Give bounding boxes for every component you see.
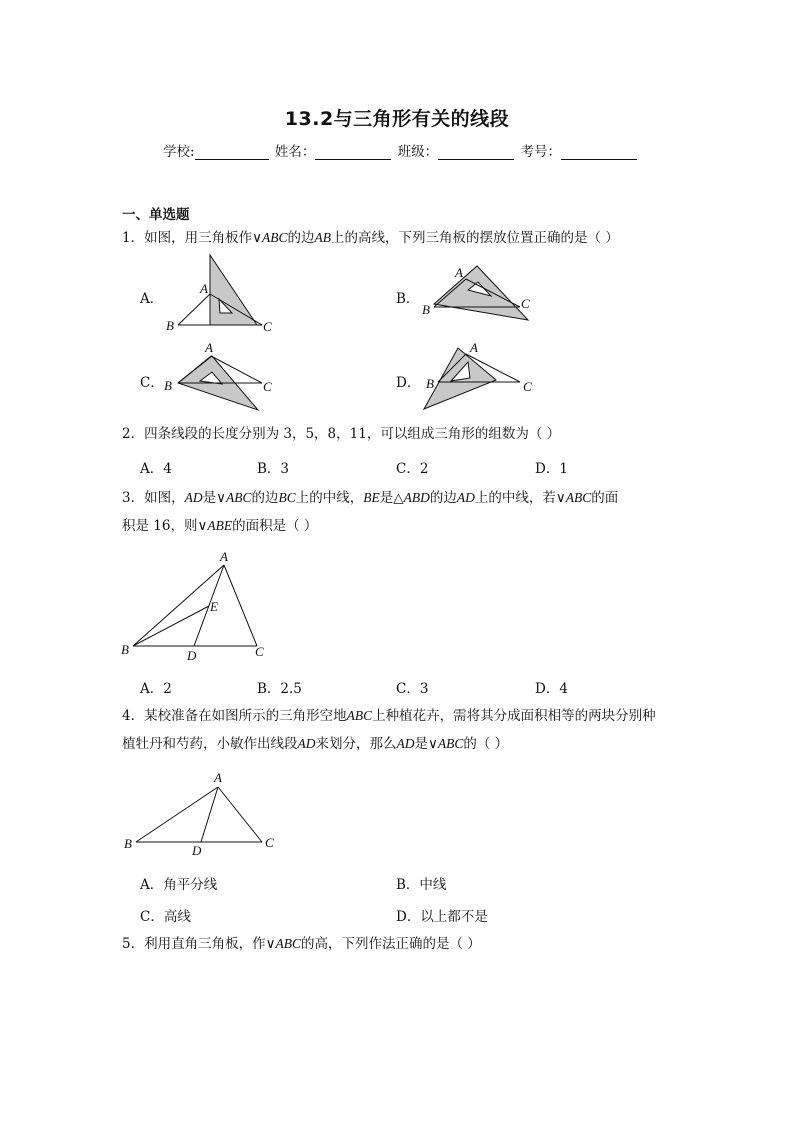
figure-1a: [166, 255, 272, 334]
q3-option-a[interactable]: A．2: [140, 681, 172, 697]
question-2-stem: 2．四条线段的长度分别为 3，5，8，11，可以组成三角形的组数为（ ）: [122, 426, 561, 442]
q4-option-c[interactable]: C．高线: [140, 909, 191, 925]
label-d: D: [187, 648, 197, 663]
exam-no-label: 考号：: [520, 144, 561, 160]
label-a: A: [470, 340, 478, 355]
q3-option-c[interactable]: C．3: [396, 681, 429, 697]
name-label: 姓名：: [274, 144, 316, 160]
q3-line-2: 积是 16，则∨ABE的面积是（ ）: [122, 518, 318, 534]
school-label: 学校:: [163, 144, 195, 160]
q2-option-d[interactable]: D．1: [535, 461, 568, 477]
label-b: B: [426, 376, 434, 391]
q3-option-b[interactable]: B．2.5: [257, 681, 302, 697]
label-c: C: [263, 379, 272, 394]
label-d: D: [192, 843, 202, 858]
label-b: B: [164, 378, 172, 393]
q1-math: AB: [314, 230, 331, 245]
label-a: A: [214, 770, 222, 785]
label-a: A: [205, 340, 213, 355]
label-b: B: [166, 318, 174, 333]
q2-option-a[interactable]: A．4: [140, 461, 172, 477]
q2-option-b[interactable]: B．3: [257, 461, 290, 477]
q3-option-d[interactable]: D．4: [535, 681, 568, 697]
q3-line-1: 3．如图，AD是∨ABC的边BC上的中线，BE是△ABD的边AD上的中线，若∨ABC的面: [122, 490, 619, 506]
q4-line-1: 4．某校准备在如图所示的三角形空地ABC上种植花卉，需将其分成面积相等的两块分别种: [122, 708, 656, 724]
q1-option-a[interactable]: A．: [140, 291, 164, 307]
question-3-stem: [122, 484, 682, 540]
label-c: C: [255, 644, 264, 659]
q4-line-2: 植牡丹和芍药，小敏作出线段AD来划分，那么AD是∨ABC的（ ）: [122, 736, 509, 752]
q4-option-a[interactable]: A．角平分线: [140, 877, 218, 893]
q1-text: 1．如图，用三角板作: [122, 230, 253, 246]
label-b: B: [422, 302, 430, 317]
page-title: 13.2与三角形有关的线段: [284, 108, 510, 130]
q1-option-c[interactable]: C．: [140, 375, 164, 391]
q1-text: 上的高线，下列三角板的摆放位置正确的是（ ）: [330, 230, 619, 246]
figure-1c: [164, 340, 272, 410]
figure-1d: [424, 340, 532, 409]
label-c: C: [265, 835, 274, 850]
q1-option-b[interactable]: B．: [396, 291, 420, 307]
label-a: A: [200, 281, 208, 296]
label-a: A: [220, 549, 228, 564]
q1-text: 的边: [287, 230, 315, 246]
label-a: A: [455, 265, 463, 280]
label-e: E: [210, 599, 218, 614]
figure-q3: [121, 549, 264, 663]
question-4-stem: [122, 702, 682, 758]
section-title: 一、单选题: [122, 207, 190, 223]
q4-option-b[interactable]: B．中线: [396, 877, 447, 893]
question-5-stem: 5．利用直角三角板，作∨ABC的高，下列作法正确的是（ ）: [122, 936, 481, 952]
figure-q4: [124, 770, 274, 858]
class-label: 班级：: [397, 144, 439, 160]
q1-math: ∨ABC: [252, 230, 288, 245]
label-c: C: [521, 296, 530, 311]
label-b: B: [124, 836, 132, 851]
q2-option-c[interactable]: C．2: [396, 461, 429, 477]
q4-option-d[interactable]: D．以上都不是: [396, 909, 488, 925]
label-b: B: [121, 642, 129, 657]
label-c: C: [523, 379, 532, 394]
label-c: C: [263, 319, 272, 334]
figure-1b: [422, 265, 530, 320]
q1-option-d[interactable]: D．: [396, 375, 421, 391]
